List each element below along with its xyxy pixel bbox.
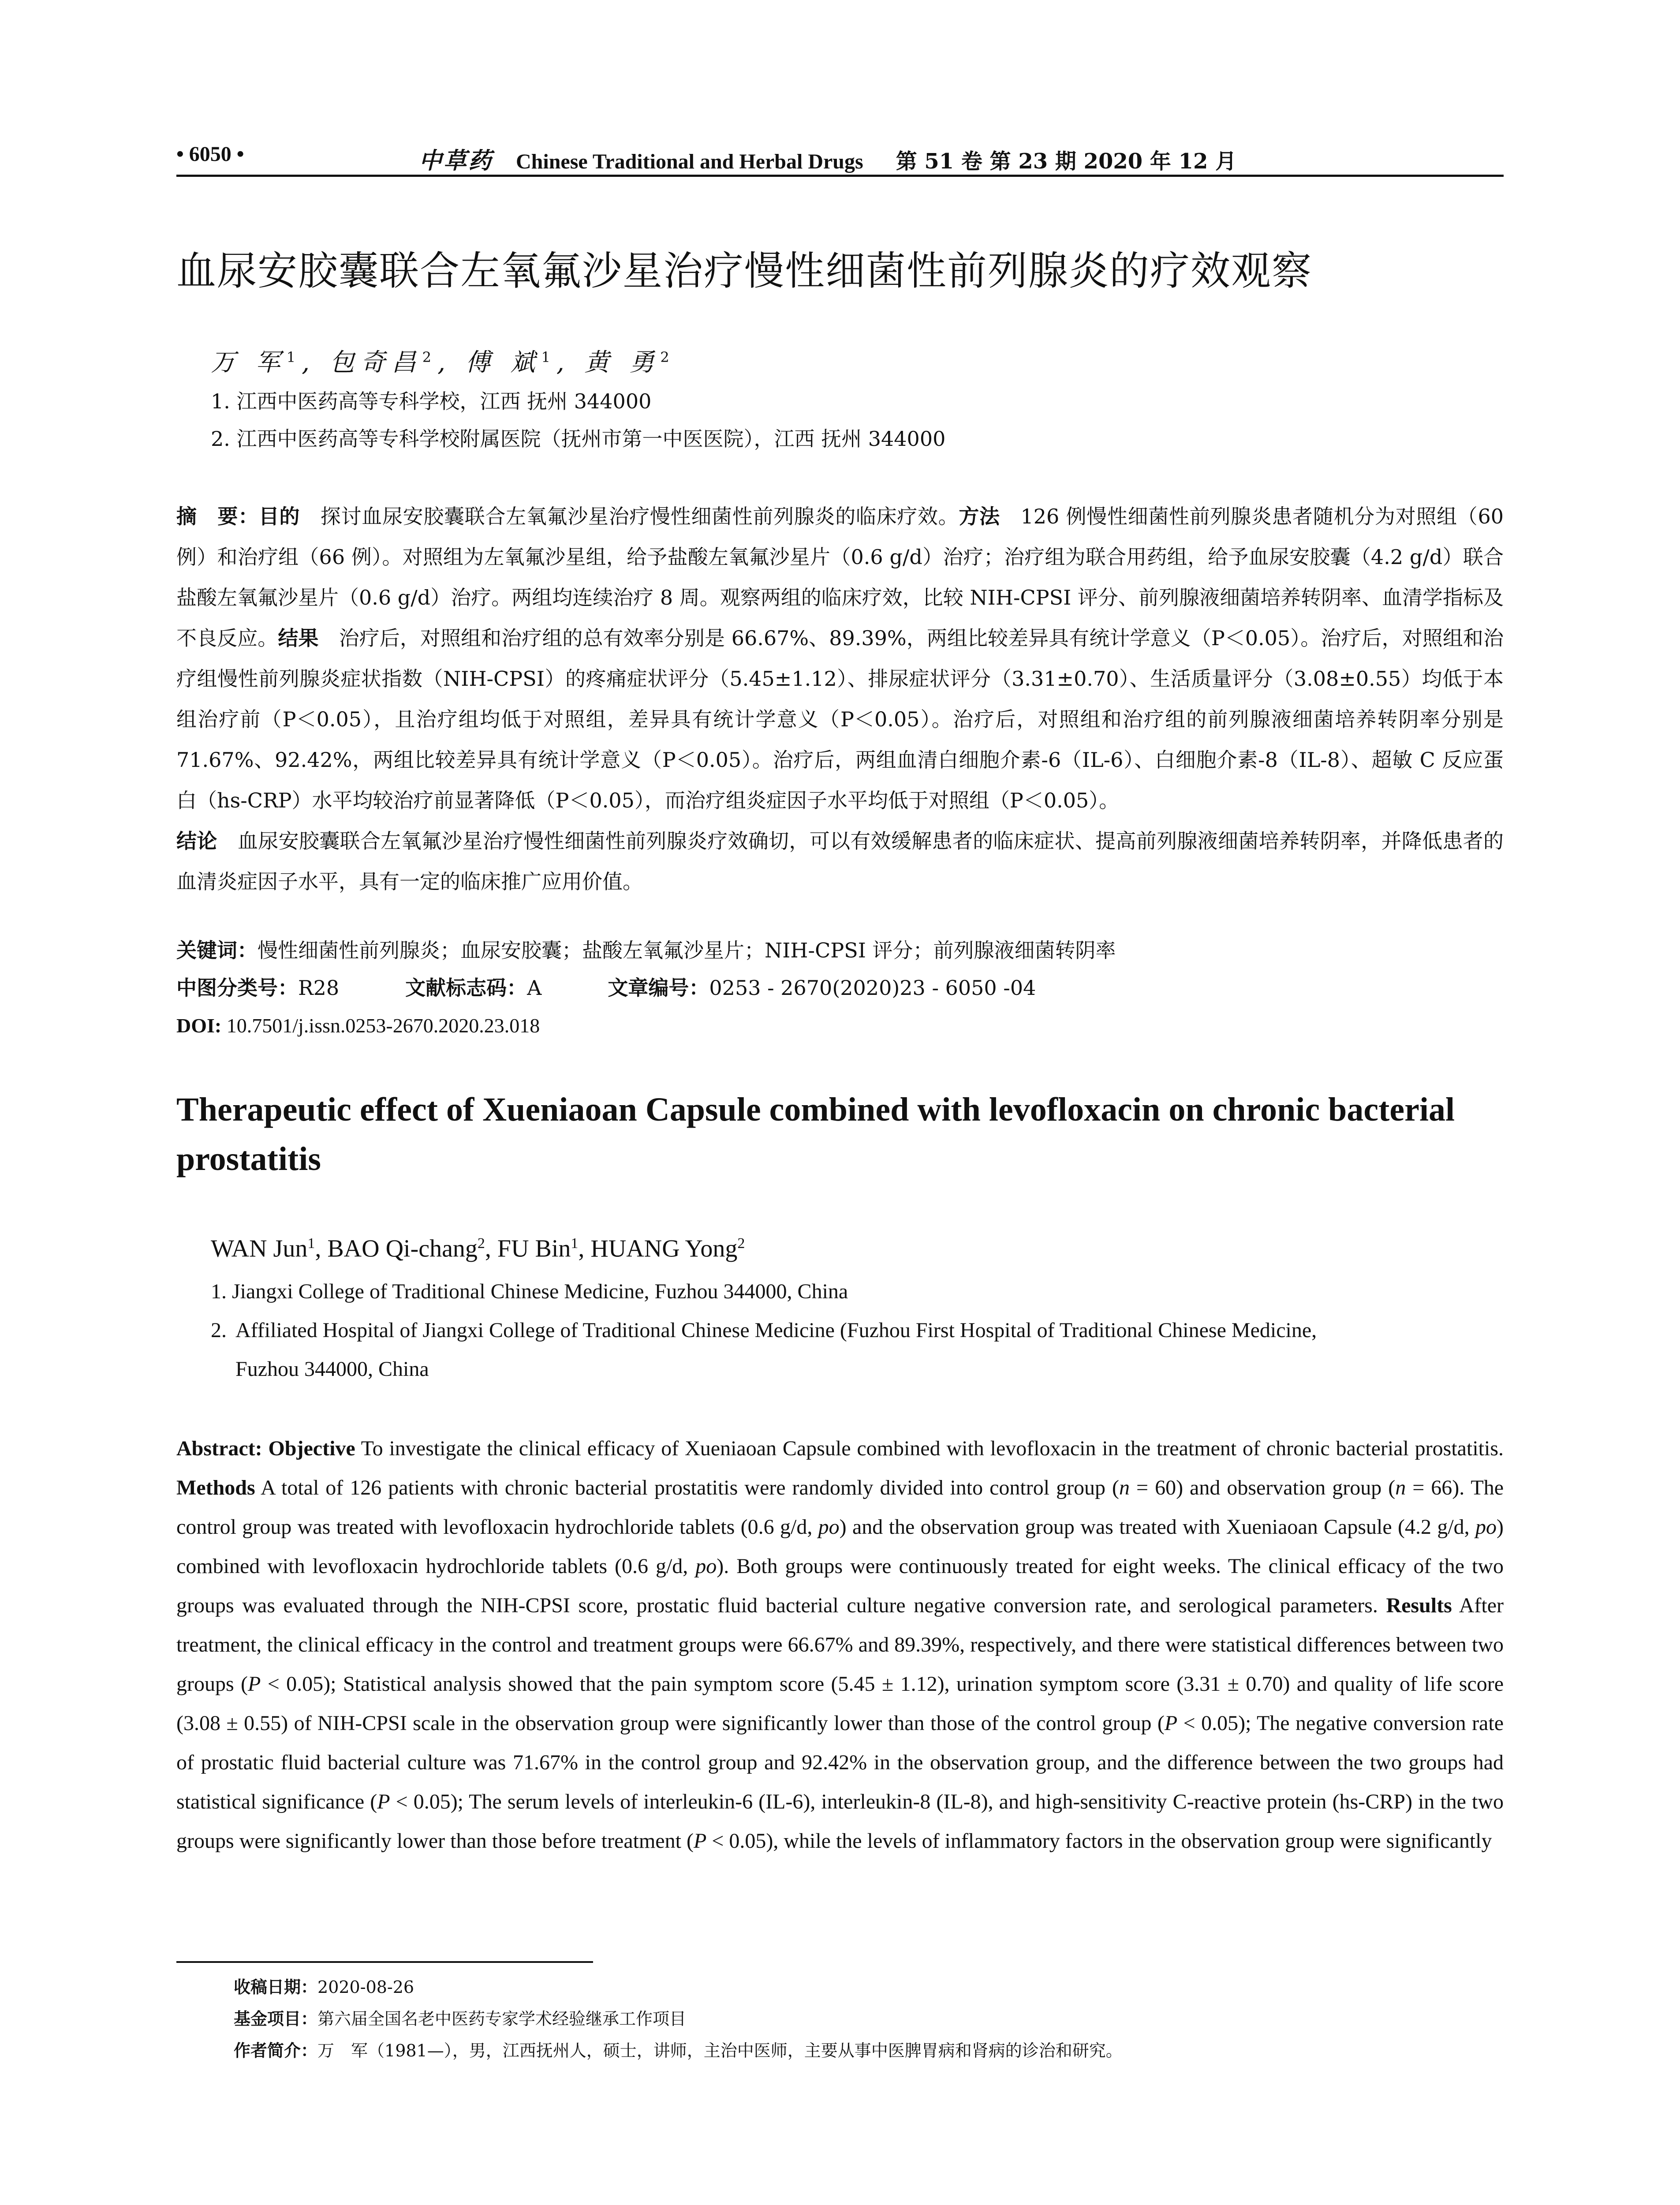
en-author-sup: 2 [477,1235,485,1252]
cn-author-sup: 1 [286,349,302,366]
page-number: • 6050 • [176,142,244,166]
cn-conclusion-label: 结论 [176,829,217,853]
cn-classification [176,972,1036,1003]
en-italic-p: P [693,1829,707,1853]
article-no-value: 0253 - 2670(2020)23 - 6050 -04 [709,976,1036,1000]
doc-code-value: A [527,976,542,1000]
en-methods-text: A total of 126 patients with chronic bacterial prostatitis were randomly divided into control group ( [255,1476,1120,1499]
en-author-sup: 2 [737,1235,745,1252]
cn-author-sup: 2 [422,349,438,366]
cn-objective-label: 目的 [258,505,300,528]
footnote-author-bio [234,2038,1123,2063]
doi-line [176,1010,540,1041]
en-italic-po: po [695,1555,717,1578]
journal-line [419,142,1236,175]
en-methods-text: = 66). The control group was treated with levofloxacin hydrochloride tablets (0.6 g/d, [176,1476,1504,1539]
cn-title: 血尿安胶囊联合左氧氟沙星治疗慢性细菌性前列腺炎的疗效观察 [176,248,1312,294]
cn-keywords [176,935,1116,966]
cn-author: 黄 勇 [584,348,661,377]
clc-label: 中图分类号： [176,976,298,1000]
en-italic-n: n [1119,1476,1130,1499]
footnote-label: 作者简介： [234,2041,318,2060]
en-italic-p: P [377,1790,390,1813]
running-header [176,142,1504,177]
en-author-sup: 1 [307,1235,315,1252]
footnote-rule [176,1961,593,1963]
en-results-text: < 0.05); The serum levels of interleukin-6 (IL-6), interleukin-8 (IL-8), and high-sensitivity C-reactive protein (hs-CRP) in the two groups were significantly lower than those before treatment ( [176,1790,1504,1853]
en-affiliation-1: 1. Jiangxi College of Traditional Chinese Medicine, Fuzhou 344000, China [211,1280,848,1303]
header-rule [176,175,1504,177]
cn-author-sup: 1 [541,349,556,366]
journal-name-en: Chinese Traditional and Herbal Drugs [516,150,863,173]
en-results-text: < 0.05); The negative conversion rate of prostatic fluid bacterial culture was 71.67% in the control group and 92.42% in the observation group, and the difference between the two groups had statistical significance ( [176,1712,1504,1813]
en-italic-p: P [1164,1712,1178,1735]
en-methods-label: Methods [176,1476,255,1499]
en-affiliation-2-line1: Affiliated Hospital of Jiangxi College of Traditional Chinese Medicine (Fuzhou First Hospital of Traditional Chinese Medicine, [235,1319,1317,1342]
cn-author: 包奇昌 [329,348,422,377]
en-results-text: After treatment, the clinical efficacy in the control and treatment groups were 66.67% and 89.39%, respectively, and there were statistical differences between two groups ( [176,1594,1504,1696]
en-abstract [176,1429,1504,1861]
journal-issue: 第 51 卷 第 23 期 2020 年 12 月 [896,149,1237,174]
footnote-fund [234,2007,686,2031]
cn-conclusion-text: 血尿安胶囊联合左氧氟沙星治疗慢性细菌性前列腺炎疗效确切，可以有效缓解患者的临床症状、提高前列腺液细菌培养转阴率，并降低患者的血清炎症因子水平，具有一定的临床推广应用价值。 [176,829,1504,893]
cn-abstract [176,496,1504,902]
cn-results-label: 结果 [278,626,319,650]
cn-methods-text: 126 例慢性细菌性前列腺炎患者随机分为对照组（60 例）和治疗组（66 例）。对照组为左氧氟沙星组，给予盐酸左氧氟沙星片（0.6 g/d）治疗；治疗组为联合用药组，给予血尿安胶囊（4.2 g/d）联合盐酸左氧氟沙星片（0.6 g/d）治疗。两组均连续治疗 8 周。观察两组的临床疗效，比较 NIH-CPSI 评分、前列腺液细菌培养转阴率、血清学指标及不良反应。 [176,505,1504,650]
footnote-label: 基金项目： [234,2009,318,2029]
cn-author: 傅 斌 [465,348,541,377]
en-italic-p: P [248,1672,261,1696]
en-methods-text: ) combined with levofloxacin hydrochloride tablets (0.6 g/d, [176,1515,1504,1578]
cn-methods-label: 方法 [959,505,1000,528]
cn-affiliation-2: 2. 江西中医药高等专科学校附属医院（抚州市第一中医医院），江西 抚州 344000 [211,427,946,451]
footnote-text: 第六届全国名老中医药专家学术经验继承工作项目 [317,2009,687,2029]
en-results-label: Results [1386,1594,1452,1617]
en-methods-text: ) and the observation group was treated with Xueniaoan Capsule (4.2 g/d, [839,1515,1476,1539]
en-title: Therapeutic effect of Xueniaoan Capsule combined with levofloxacin on chronic bacterial prostatitis [176,1091,1455,1177]
en-author: FU Bin [497,1235,571,1263]
cn-objective-text: 探讨血尿安胶囊联合左氧氟沙星治疗慢性细菌性前列腺炎的临床疗效。 [300,505,959,528]
article-no-label: 文章编号： [608,976,709,1000]
cn-authors: 万 军$^1$, 包奇昌$^2$, 傅 斌$^1$, 黄 勇$^2$ [211,348,676,377]
en-affiliation-2-num: 2. [211,1319,227,1342]
footnote-text: 2020-08-26 [317,1977,414,1997]
cn-affiliation-1: 1. 江西中医药高等专科学校，江西 抚州 344000 [211,389,652,413]
en-abstract-label: Abstract: [176,1437,262,1460]
en-results-text: < 0.05); Statistical analysis showed that the pain symptom score (5.45 ± 1.12), urination symptom score (3.31 ± 0.70) and quality of life score (3.08 ± 0.55) of NIH-CPSI scale in the observation group were significantly lower than those of the control group ( [176,1672,1504,1735]
en-author-sup: 1 [571,1235,579,1252]
en-author: BAO Qi-chang [327,1235,478,1263]
en-objective-text: To investigate the clinical efficacy of Xueniaoan Capsule combined with levofloxacin in the treatment of chronic bacterial prostatitis. [355,1437,1504,1460]
en-methods-text: = 60) and observation group ( [1130,1476,1396,1499]
doi-value: 10.7501/j.issn.0253-2670.2020.23.018 [221,1014,540,1037]
cn-keywords-label: 关键词： [176,938,258,962]
en-italic-po: po [1475,1515,1497,1539]
footnote-received [234,1975,414,1999]
cn-author-sup: 2 [660,349,676,366]
en-methods-text: ). Both groups were continuously treated for eight weeks. The clinical efficacy of the two groups was evaluated through the NIH-CPSI score, prostatic fluid bacterial culture negative conversion rate, and serological parameters. [176,1555,1504,1617]
cn-author: 万 军 [211,348,287,377]
cn-keywords-text: 慢性细菌性前列腺炎；血尿安胶囊；盐酸左氧氟沙星片；NIH-CPSI 评分；前列腺液细菌转阴率 [258,938,1116,962]
en-affiliation-2-line2: Fuzhou 344000, China [235,1357,429,1381]
footnote-text: 万 军（1981—），男，江西抚州人，硕士，讲师，主治中医师，主要从事中医脾胃病和肾病的诊治和研究。 [317,2041,1123,2060]
en-objective-label: Objective [268,1437,355,1460]
cn-abstract-label: 摘 要： [176,505,259,528]
en-italic-n: n [1395,1476,1406,1499]
doc-code-label: 文献标志码： [405,976,527,1000]
en-author: HUANG Yong [590,1235,738,1263]
en-affiliation-2 [211,1311,1503,1389]
en-author: WAN Jun [211,1235,308,1263]
cn-results-text: 治疗后，对照组和治疗组的总有效率分别是 66.67%、89.39%，两组比较差异具有统计学意义（P＜0.05）。治疗后，对照组和治疗组慢性前列腺炎症状指数（NIH-CPSI）的疼痛症状评分（5.45±1.12）、排尿症状评分（3.31±0.70）、生活质量评分（3.08±0.55）均低于本组治疗前（P＜0.05），且治疗组均低于对照组，差异具有统计学意义（P＜0.05）。治疗后，对照组和治疗组的前列腺液细菌培养转阴率分别是 71.67%、92.42%，两组比较差异具有统计学意义（P＜0.05）。治疗后，两组血清白细胞介素-6（IL-6）、白细胞介素-8（IL-8）、超敏 C 反应蛋白（hs-CRP）水平均较治疗前显著降低（P＜0.05），而治疗组炎症因子水平均低于对照组（P＜0.05）。 [176,626,1504,812]
footnote-label: 收稿日期： [234,1977,318,1997]
en-italic-po: po [818,1515,840,1539]
clc-value: R28 [298,976,340,1000]
doi-label: DOI: [176,1014,222,1037]
en-results-text: < 0.05), while the levels of inflammatory factors in the observation group were significantly [706,1829,1492,1853]
journal-logo-cn: 中草药 [419,147,493,174]
en-authors: WAN Jun$^1$, BAO Qi-chang$^2$, FU Bin$^1$, HUANG Yong$^2$ [211,1235,745,1263]
